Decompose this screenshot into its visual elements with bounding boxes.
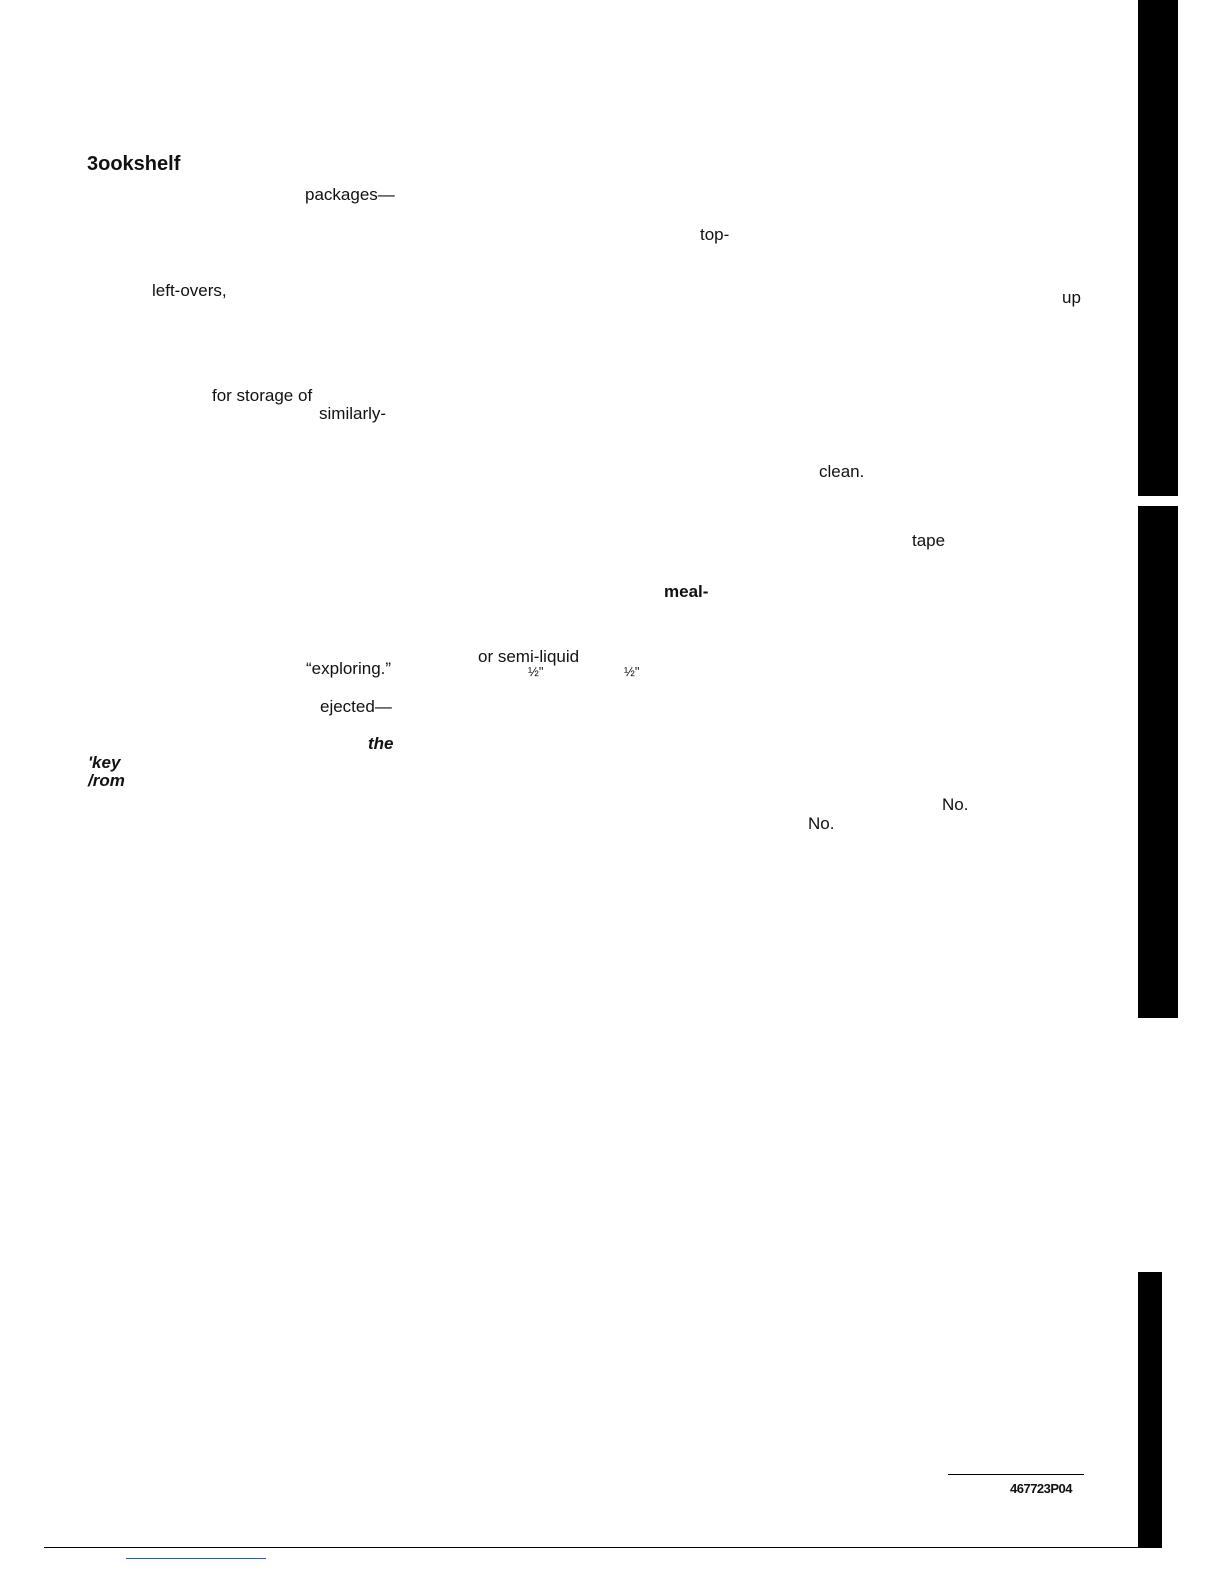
text-fragment-no-1: No.	[942, 795, 969, 814]
text-fragment-packages: packages—	[305, 185, 395, 204]
text-fragment-key: 'key	[88, 753, 121, 772]
text-fragment-clean: clean.	[819, 462, 865, 481]
text-fragment-semi-liquid: or semi-liquid	[478, 647, 580, 666]
fraction-half-1: ½"	[528, 664, 544, 679]
part-number-rule	[948, 1474, 1084, 1475]
text-fragment-similarly: similarly-	[319, 404, 387, 423]
edge-tab-bar-bottom	[1138, 1272, 1162, 1548]
text-fragment-no-2: No.	[808, 814, 835, 833]
edge-tab-bar-top	[1138, 0, 1178, 496]
text-fragment-up: up	[1062, 288, 1081, 307]
text-fragment-meal: meal-	[664, 582, 709, 601]
text-fragment-ejected: ejected—	[320, 697, 392, 716]
page-bottom-rule	[44, 1547, 1152, 1548]
part-number: 467723P04	[1010, 1481, 1073, 1496]
text-fragment-tape: tape	[912, 531, 946, 550]
fraction-half-2: ½"	[624, 664, 640, 679]
edge-tab-bar-middle	[1138, 506, 1178, 1018]
section-heading-bookshelf: 3ookshelf	[87, 153, 181, 175]
text-fragment-top: top-	[700, 225, 730, 244]
text-fragment-from: /rom	[88, 771, 125, 790]
text-fragment-leftovers: left-overs,	[152, 281, 227, 300]
text-fragment-for-storage-of: for storage of	[212, 386, 313, 405]
text-fragment-the: the	[368, 734, 394, 753]
footer-link-rule	[126, 1558, 266, 1559]
text-fragment-exploring: “exploring.”	[306, 659, 392, 678]
